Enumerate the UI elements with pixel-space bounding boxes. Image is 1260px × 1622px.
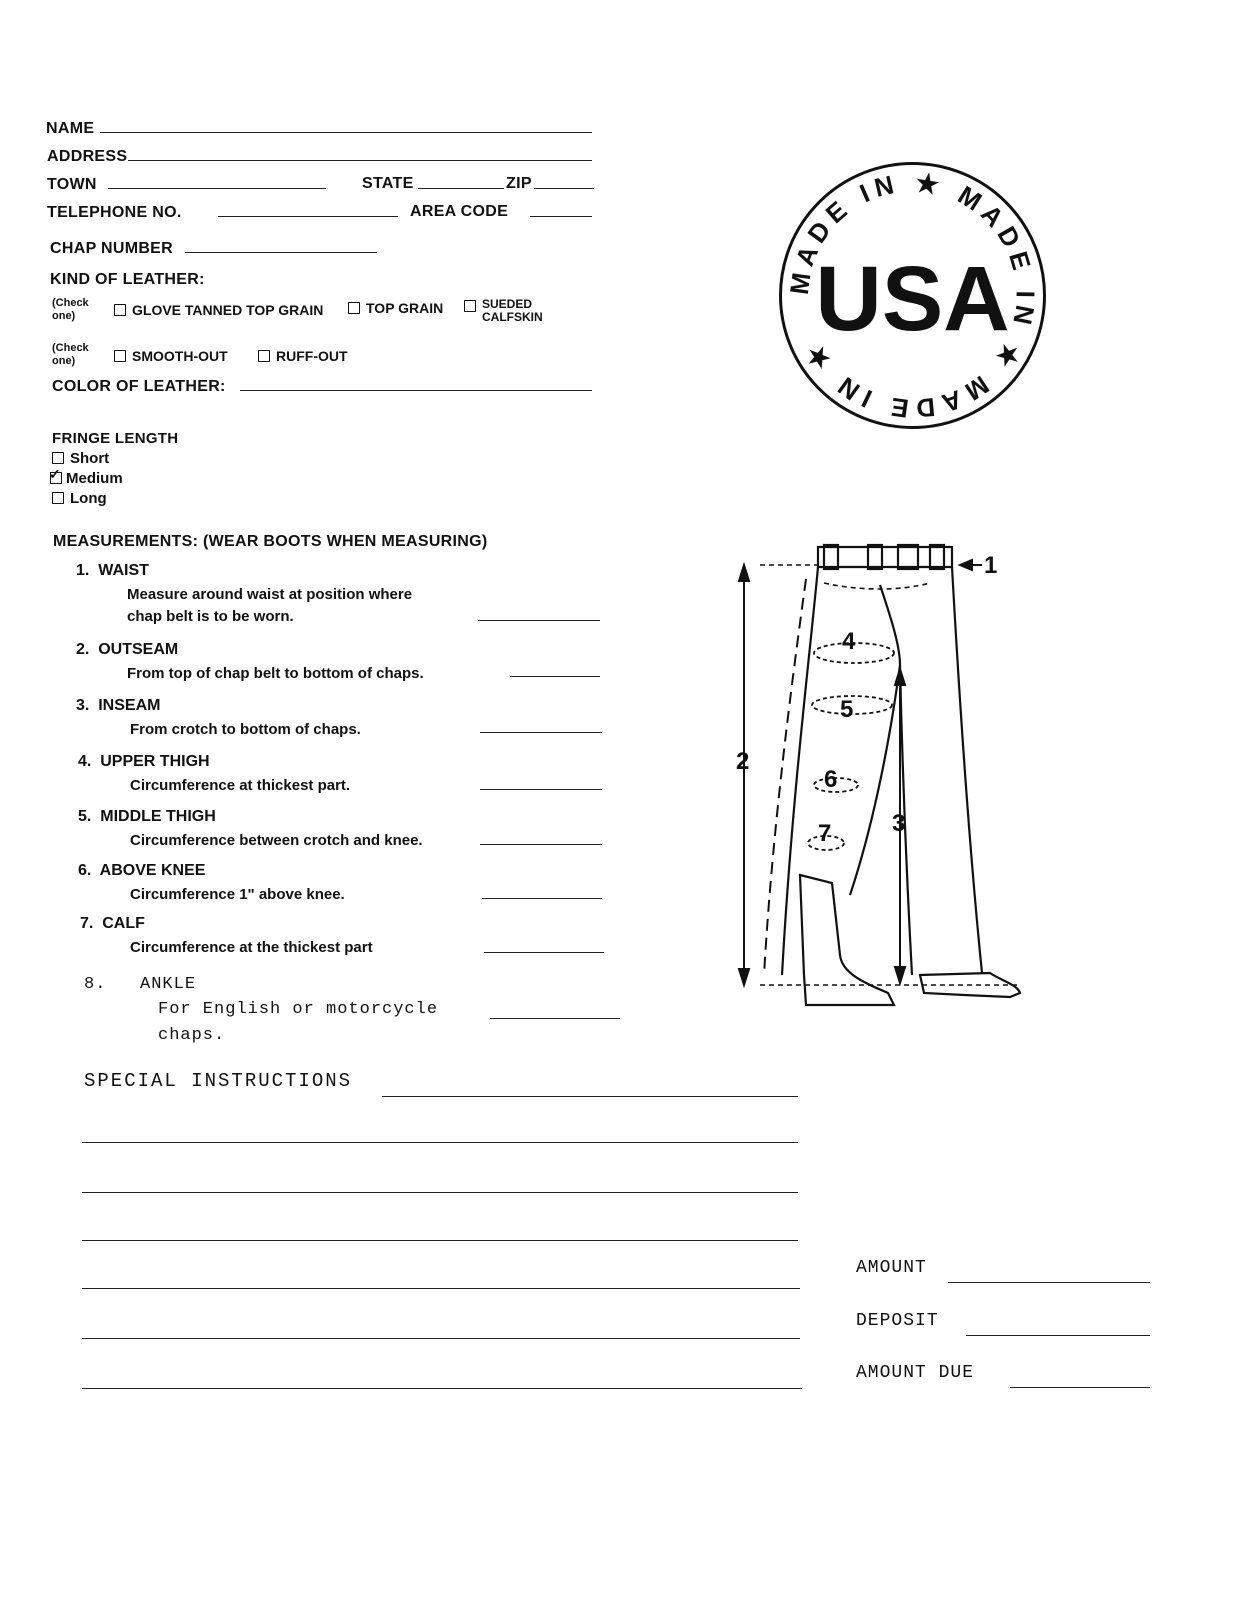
measurement-4: 4. UPPER THIGH [78,753,210,770]
checkbox-icon[interactable] [464,300,476,312]
measurements-title: MEASUREMENTS: (WEAR BOOTS WHEN MEASURING) [53,533,488,550]
checkbox-icon[interactable] [258,350,270,362]
diagram-label-2: 2 [736,748,750,775]
made-in-usa-seal [775,158,1050,433]
address-field[interactable] [128,160,592,161]
checkbox-icon[interactable] [114,304,126,316]
address-label: ADDRESS [47,148,128,165]
town-label: TOWN [47,176,97,193]
measurement-3: 3. INSEAM [76,697,161,714]
name-field[interactable] [100,132,592,133]
measurement-8-desc: For English or motorcycle [158,1000,439,1019]
measurement-3-field[interactable] [480,732,602,733]
measurement-6: 6. ABOVE KNEE [78,862,206,879]
area-code-label: AREA CODE [410,203,509,220]
waist-pointer-arrow [960,560,982,570]
measurement-2: 2. OUTSEAM [76,641,179,658]
measurement-1-field[interactable] [478,620,600,621]
leather-option-sueded-calfskin[interactable]: SUEDED CALFSKIN [464,298,560,324]
measurement-5-desc: Circumference between crotch and knee. [130,832,423,849]
special-instructions-line[interactable] [82,1142,798,1143]
fringe-title: FRINGE LENGTH [52,430,179,447]
special-instructions-line[interactable] [82,1240,798,1241]
amount-due-field[interactable] [1010,1387,1150,1388]
telephone-label: TELEPHONE NO. [47,204,182,221]
chap-number-label: CHAP NUMBER [50,240,174,257]
state-field[interactable] [418,188,504,189]
seal-center-text: USA [815,248,1010,350]
deposit-field[interactable] [966,1335,1150,1336]
name-label: NAME [46,120,95,137]
measurement-2-desc: From top of chap belt to bottom of chaps. [127,665,424,682]
fringe-option-medium[interactable]: ✓ Medium [49,466,123,487]
chaps-measurement-diagram [720,535,1040,1025]
chap-number-field[interactable] [185,252,377,253]
measurement-1-desc-2: chap belt is to be worn. [127,608,294,625]
checked-checkbox-icon[interactable]: ✓ [49,466,61,482]
measurement-5-field[interactable] [480,844,602,845]
kind-of-leather-label: KIND OF LEATHER: [50,271,205,288]
diagram-label-7: 7 [818,820,832,847]
special-instructions-label: SPECIAL INSTRUCTIONS [84,1070,353,1092]
checkbox-icon[interactable] [52,452,64,464]
seal-ring-text: MADE IN ★ MADE IN ★ MADE IN ★ [783,166,1041,425]
measurement-5: 5. MIDDLE THIGH [78,808,216,825]
amount-label: AMOUNT [856,1258,927,1278]
color-of-leather-label: COLOR OF LEATHER: [52,378,226,395]
special-instructions-line[interactable] [82,1388,802,1389]
telephone-field[interactable] [218,216,398,217]
diagram-label-5: 5 [840,696,854,723]
fringe-option-short[interactable]: Short [52,450,109,467]
measurement-2-field[interactable] [510,676,600,677]
checkbox-icon[interactable] [114,350,126,362]
diagram-label-1: 1 [984,552,998,579]
check-one-label-2: (Check one) [52,342,89,367]
diagram-label-4: 4 [842,628,856,655]
area-code-field[interactable] [530,216,592,217]
measurement-7-desc: Circumference at the thickest part [130,939,373,956]
special-instructions-line[interactable] [82,1192,798,1193]
measurement-4-desc: Circumference at thickest part. [130,777,351,794]
measurement-6-desc: Circumference 1" above knee. [130,886,345,903]
checkbox-icon[interactable] [52,492,64,504]
color-of-leather-field[interactable] [240,390,592,391]
measurement-4-field[interactable] [480,789,602,790]
measurement-3-desc: From crotch to bottom of chaps. [130,721,361,738]
amount-due-label: AMOUNT DUE [856,1363,975,1383]
leather-option-glove-tanned[interactable]: GLOVE TANNED TOP GRAIN [114,302,323,318]
state-label: STATE [362,175,414,192]
zip-field[interactable] [534,188,594,189]
measurement-1-desc: Measure around waist at position where [127,586,413,603]
diagram-label-6: 6 [824,766,838,793]
measurement-8: 8. ANKLE [84,975,197,994]
special-instructions-line[interactable] [82,1338,800,1339]
deposit-label: DEPOSIT [856,1311,939,1331]
special-instructions-line[interactable] [382,1096,798,1097]
measurement-6-field[interactable] [482,898,602,899]
measurement-7-field[interactable] [484,952,604,953]
check-one-label-1: (Check one) [52,297,89,322]
waist-dashed-line [824,583,930,589]
leather-option-top-grain[interactable]: TOP GRAIN [348,300,443,316]
amount-field[interactable] [948,1282,1150,1283]
chaps-outline [760,545,1020,1005]
outseam-arrow [739,565,749,985]
special-instructions-line[interactable] [82,1288,800,1289]
town-field[interactable] [108,188,326,189]
measurement-7: 7. CALF [80,915,145,932]
zip-label: ZIP [506,175,532,192]
diagram-label-3: 3 [892,810,906,837]
measurement-1: 1. WAIST [76,562,149,579]
fringe-option-long[interactable]: Long [52,490,107,507]
finish-option-smooth-out[interactable]: SMOOTH-OUT [114,348,228,364]
measurement-8-field[interactable] [490,1018,620,1019]
finish-option-ruff-out[interactable]: RUFF-OUT [258,348,348,364]
measurement-8-desc-2: chaps. [158,1026,226,1045]
checkbox-icon[interactable] [348,302,360,314]
